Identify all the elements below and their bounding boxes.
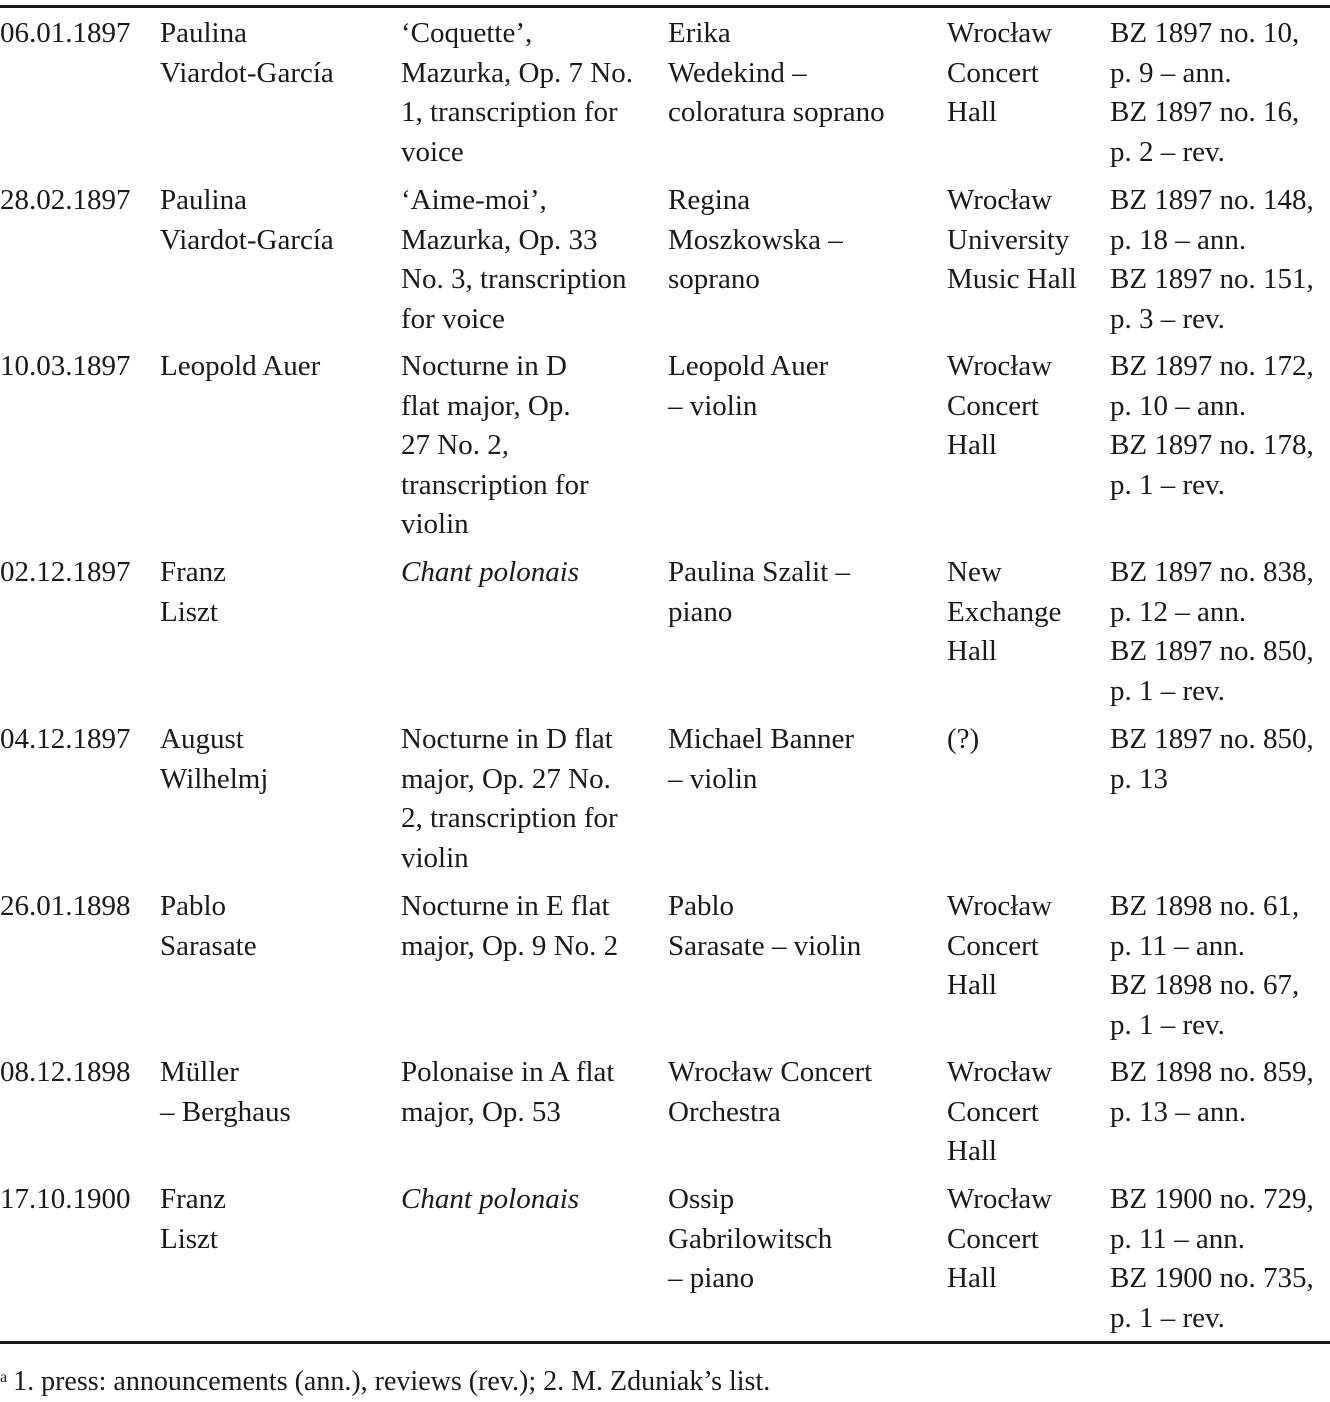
source-cell: BZ 1897 no. 172, p. 10 – ann. BZ 1897 no. 178, p. 1 – rev. [1110,350,1314,501]
performer-cell: Michael Banner – violin [668,723,855,795]
performer-cell: Regina Moszkowska – soprano [668,184,843,296]
work-cell: Polonaise in A flat major, Op. 53 [401,1056,615,1128]
footnote-marker: a [0,1369,8,1386]
date-cell: 28.02.1897 [0,184,131,216]
work-cell: Nocturne in D flat major, Op. 27 No. 2, transcription for violin [401,723,618,874]
work-cell: ‘Coquette’, Mazurka, Op. 7 No. 1, transcription for voice [401,17,633,168]
composer-cell: Müller – Berghaus [160,1056,291,1128]
performer-cell: Leopold Auer – violin [668,350,829,422]
work-cell: Nocturne in D flat major, Op. 27 No. 2, transcription for violin [401,350,589,541]
venue-cell: Wrocław Concert Hall [947,350,1053,462]
date-cell: 17.10.1900 [0,1183,131,1215]
composer-cell: Franz Liszt [160,1183,227,1255]
source-cell: BZ 1898 no. 61, p. 11 – ann. BZ 1898 no. 67, p. 1 – rev. [1110,890,1300,1041]
source-cell: BZ 1897 no. 10, p. 9 – ann. BZ 1897 no. 16, p. 2 – rev. [1110,17,1300,168]
venue-cell: Wrocław Concert Hall [947,890,1053,1002]
performer-cell: Ossip Gabrilowitsch – piano [668,1183,833,1295]
date-cell: 08.12.1898 [0,1056,131,1088]
composer-cell: Pablo Sarasate [160,890,257,962]
work-cell: Chant polonais [401,556,580,588]
composer-cell: Franz Liszt [160,556,227,628]
venue-cell: Wrocław Concert Hall [947,17,1053,129]
source-cell: BZ 1897 no. 850, p. 13 [1110,723,1314,795]
work-cell: Nocturne in E flat major, Op. 9 No. 2 [401,890,619,962]
work-cell: ‘Aime-moi’, Mazurka, Op. 33 No. 3, transcription for voice [401,184,627,335]
venue-cell: Wrocław University Music Hall [947,184,1077,296]
venue-cell: Wrocław Concert Hall [947,1183,1053,1295]
source-cell: BZ 1897 no. 148, p. 18 – ann. BZ 1897 no. 151, p. 3 – rev. [1110,184,1314,335]
venue-cell: New Exchange Hall [947,556,1062,668]
footnote-text: 1. press: announcements (ann.), reviews (rev.); 2. M. Zduniak’s list. [13,1366,771,1397]
performer-cell: Erika Wedekind – coloratura soprano [668,17,885,129]
performer-cell: Paulina Szalit – piano [668,556,851,628]
composer-cell: August Wilhelmj [160,723,269,795]
composer-cell: Paulina Viardot-García [160,17,334,89]
source-cell: BZ 1897 no. 838, p. 12 – ann. BZ 1897 no. 850, p. 1 – rev. [1110,556,1314,707]
source-cell: BZ 1900 no. 729, p. 11 – ann. BZ 1900 no. 735, p. 1 – rev. [1110,1183,1314,1334]
date-cell: 06.01.1897 [0,17,131,49]
date-cell: 02.12.1897 [0,556,131,588]
source-cell: BZ 1898 no. 859, p. 13 – ann. [1110,1056,1314,1128]
date-cell: 10.03.1897 [0,350,131,382]
venue-cell: (?) [947,723,980,755]
table-bottom-rule [0,1341,1330,1344]
date-cell: 26.01.1898 [0,890,131,922]
table-footnote [0,1360,770,1400]
composer-cell: Leopold Auer [160,350,321,382]
composer-cell: Paulina Viardot-García [160,184,334,256]
venue-cell: Wrocław Concert Hall [947,1056,1053,1168]
date-cell: 04.12.1897 [0,723,131,755]
performer-cell: Wrocław Concert Orchestra [668,1056,873,1128]
table-top-rule [0,5,1330,8]
work-cell: Chant polonais [401,1183,580,1215]
performer-cell: Pablo Sarasate – violin [668,890,862,962]
